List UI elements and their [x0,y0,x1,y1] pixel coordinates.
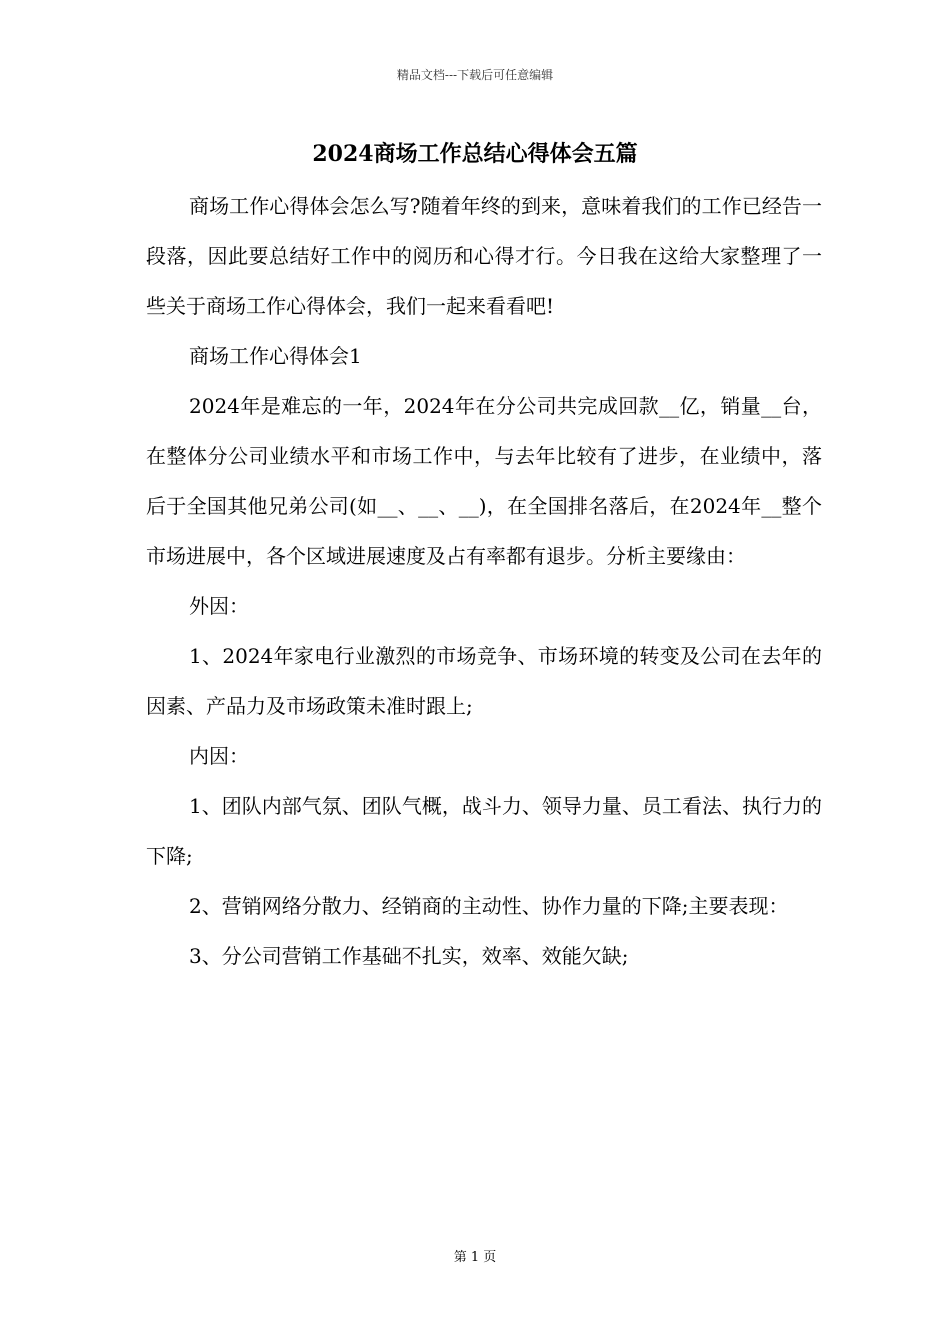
section-heading: 商场工作心得体会1 [189,344,362,368]
list-item-internal-1: 1、团队内部气氛、团队气概，战斗力、领导力量、员工看法、执行力的下降; [146,794,822,868]
document-body [146,181,822,981]
paragraph-summary: 2024年是难忘的一年，2024年在分公司共完成回款__亿，销量__台，在整体分公司业绩水平和市场工作中，与去年比较有了进步，在业绩中，落后于全国其他兄弟公司(如__、__、__)，在全国排名落后，在2024年__整个市场进展中，各个区域进展速度及占有率都有退步。分析主要缘由： [146,394,822,568]
subheading-external-causes: 外因： [189,594,249,618]
list-item-internal-3: 3、分公司营销工作基础不扎实，效率、效能欠缺; [189,944,629,968]
list-item-external-1: 1、2024年家电行业激烈的市场竞争、市场环境的转变及公司在去年的因素、产品力及市场政策未准时跟上; [146,644,822,718]
subheading-internal-causes: 内因： [189,744,249,768]
paragraph-intro: 商场工作心得体会怎么写?随着年终的到来，意味着我们的工作已经告一段落，因此要总结好工作中的阅历和心得才行。今日我在这给大家整理了一些关于商场工作心得体会，我们一起来看看吧! [146,194,822,318]
header-note: 精品文档---下载后可任意编辑 [396,68,554,82]
document-title: 2024商场工作总结心得体会五篇 [312,141,638,167]
page-number: 第 1 页 [453,1250,497,1265]
list-item-internal-2: 2、营销网络分散力、经销商的主动性、协作力量的下降;主要表现： [189,894,789,918]
